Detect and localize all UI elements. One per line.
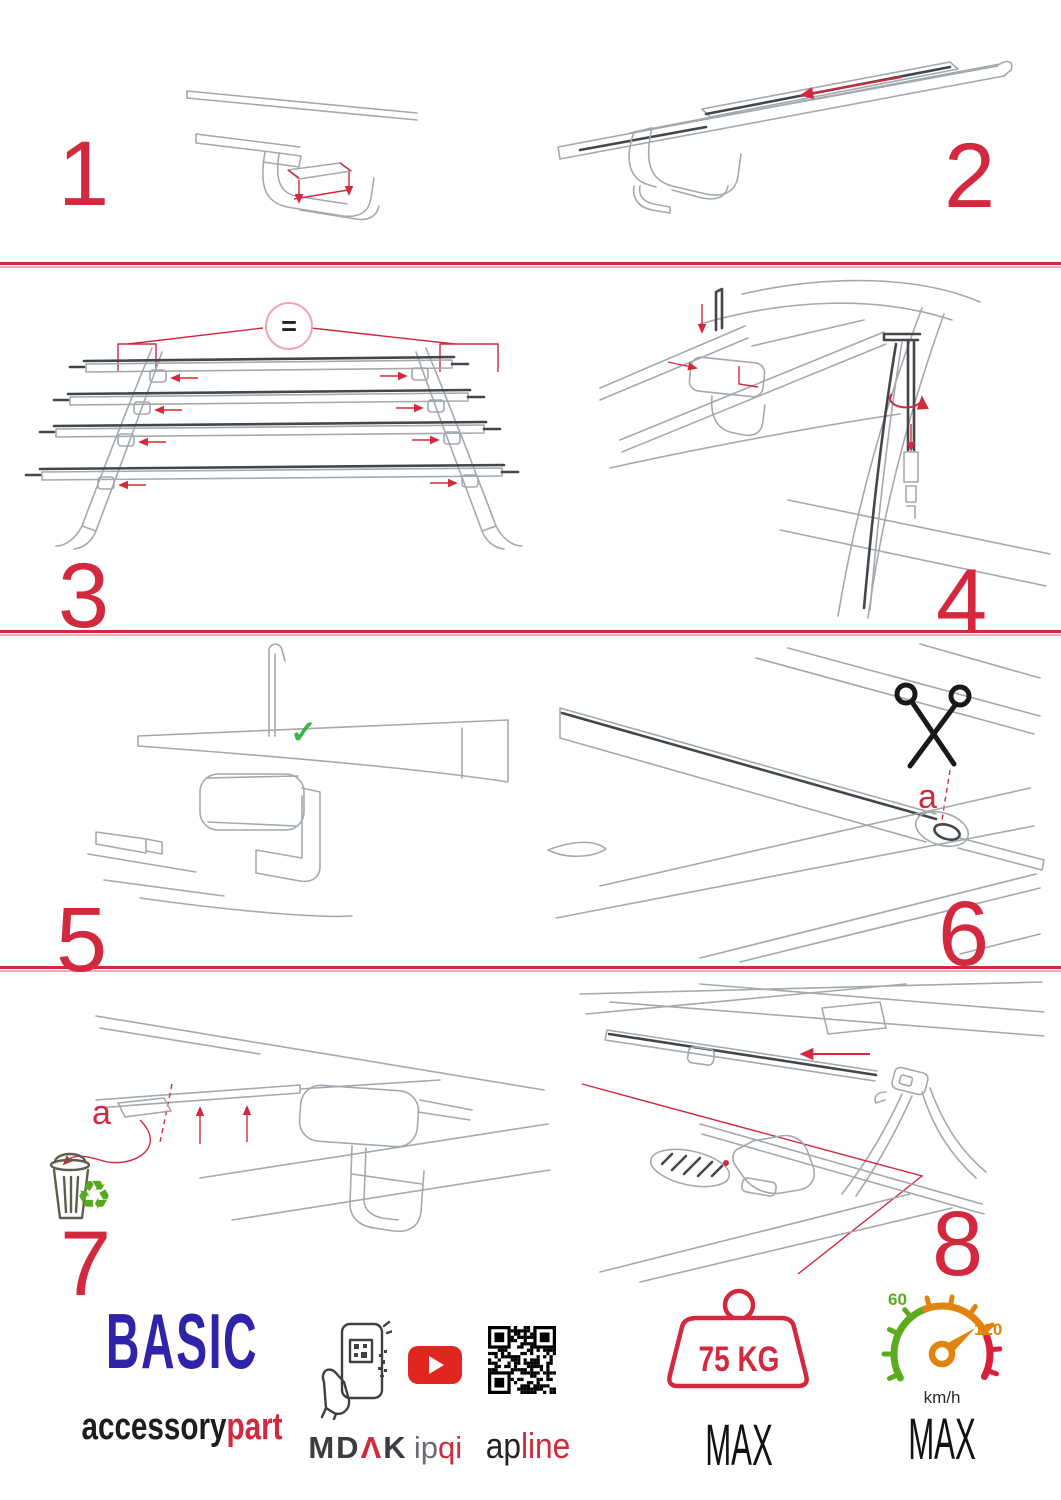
row-steps-5-6	[0, 636, 1061, 991]
step7-step8-drawing	[0, 972, 1061, 1286]
speed-high-label: 120	[974, 1320, 1003, 1339]
apline-pre: ap	[485, 1425, 521, 1466]
recycle-icon: ♻	[76, 1174, 112, 1218]
mdak-accent: Λ	[360, 1430, 384, 1465]
footer	[0, 1286, 1061, 1500]
step-number-8: 8	[932, 1193, 984, 1295]
step5-step6-drawing	[0, 636, 1061, 966]
brand-subtitle-accent: part	[226, 1406, 283, 1448]
brand-title: BASIC	[105, 1299, 259, 1386]
mdak-pre: MD	[308, 1430, 361, 1465]
step-number-7: 7	[60, 1213, 112, 1315]
brand-subtitle	[81, 1408, 284, 1446]
scissors-icon	[897, 685, 969, 766]
step-number-5: 5	[56, 889, 108, 991]
speed-unit-label: km/h	[923, 1388, 961, 1407]
step-number-1: 1	[58, 123, 110, 225]
key-stored-drawing	[88, 644, 508, 916]
roof-rail-drawing	[187, 91, 417, 219]
apline-accent: line	[520, 1425, 571, 1466]
row-steps-1-2	[0, 0, 1061, 262]
equal-sign: =	[281, 310, 297, 341]
speed-limit-block	[872, 1286, 1012, 1500]
ipqi-accent: qi	[438, 1430, 463, 1465]
mdak-logo	[296, 1432, 420, 1463]
check-icon: ✓	[290, 714, 317, 750]
row-steps-3-4	[0, 268, 1061, 653]
step3-step4-drawing	[0, 268, 1061, 630]
mdak-post: K	[383, 1430, 408, 1465]
discard-offcut-drawing	[51, 1016, 550, 1231]
weight-limit-block	[666, 1286, 812, 1500]
qr-code-icon	[488, 1326, 556, 1394]
brand-subtitle-dark: accessory	[81, 1406, 227, 1448]
rack-overview-drawing	[26, 328, 522, 549]
youtube-icon	[408, 1346, 462, 1384]
weight-value: 75 KG	[698, 1340, 780, 1379]
step-number-2: 2	[944, 125, 996, 227]
play-icon	[429, 1356, 444, 1374]
speed-low-label: 60	[888, 1290, 907, 1309]
step-number-4: 4	[936, 551, 988, 653]
speed-max-label: MAX	[908, 1407, 976, 1473]
phone-scan-icon	[316, 1320, 392, 1420]
ipqi-logo	[406, 1432, 470, 1463]
offcut-label-a: a	[92, 1094, 111, 1132]
ipqi-pre: ip	[413, 1430, 438, 1465]
apline-logo	[484, 1425, 572, 1466]
excess-strip-label-a: a	[918, 778, 937, 816]
step-number-3: 3	[58, 545, 110, 647]
step1-step2-drawing	[0, 0, 1061, 262]
equal-spacing-badge	[265, 302, 313, 350]
step-number-6: 6	[938, 883, 990, 985]
weight-max-label: MAX	[705, 1413, 773, 1479]
